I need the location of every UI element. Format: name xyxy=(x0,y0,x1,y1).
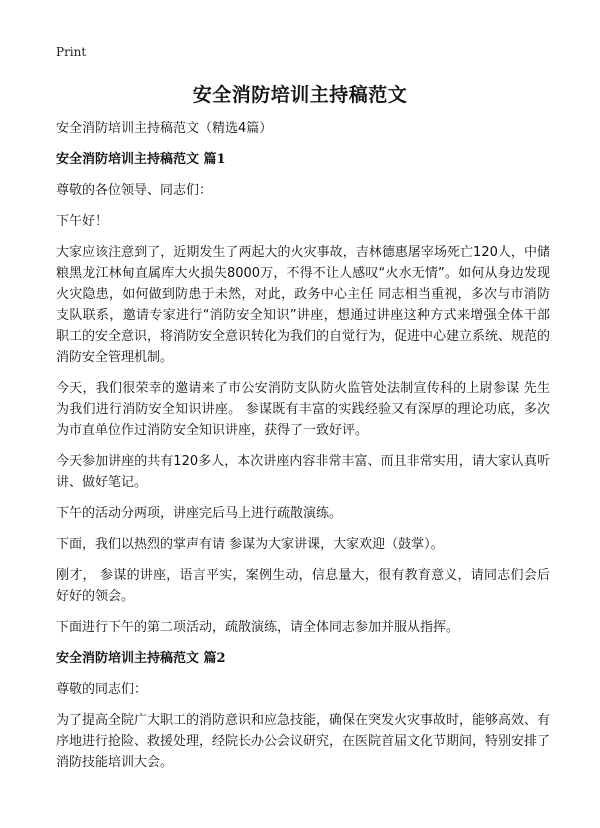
salutation: 尊敬的同志们： xyxy=(56,682,148,697)
document-subtitle: 安全消防培训主持稿范文（精选4篇） xyxy=(56,121,273,136)
paragraph: 为了提高全院广大职工的消防意识和应急技能，确保在突发火灾事故时，能够高效、有序地进行抢险、救援处理，经院长办公会议研究，在医院首届文化节期间，特别安排了消防技能培训大会。 xyxy=(56,713,551,770)
paragraph: 下午的活动分两项，讲座完后马上进行疏散演练。 xyxy=(56,506,343,521)
section-2 xyxy=(56,648,550,773)
greeting: 下午好！ xyxy=(56,214,109,229)
paragraph: 今天参加讲座的共有120多人，本次讲座内容非常丰富、而且非常实用，请大家认真听讲、做好笔记。 xyxy=(56,454,550,490)
paragraph: 下面进行下午的第二项活动，疏散演练，请全体同志参加并服从指挥。 xyxy=(56,620,460,635)
section-heading: 安全消防培训主持稿范文 篇2 xyxy=(56,651,226,666)
document-body xyxy=(56,118,550,783)
paragraph: 大家应该注意到了，近期发生了两起大的火灾事故，吉林德惠屠宰场死亡120人，中储粮黑龙江林甸直属库大火损失8000万，不得不让人感叹“火水无情”。如何从身边发现火灾隐患，如何做到防患于未然，对此，政务中心主任 同志相当重视，多次与市消防支队联系，邀请专家进行“消防安全知识”讲座，想通过讲座这种方式来增强全体干部职工的安全意识，将消防安全意识转化为我们的自觉行为，促进中心建立系统、规范的消防安全管理机制。 xyxy=(56,245,551,365)
paragraph: 今天，我们很荣幸的邀请来了市公安消防支队防火监管处法制宣传科的上尉参谋 先生为我们进行消防安全知识讲座。 参谋既有丰富的实践经验又有深厚的理论功底，多次为市直单位作过消防安全知识讲座，获得了一致好评。 xyxy=(56,381,550,438)
paragraph: 下面，我们以热烈的掌声有请 参谋为大家讲课，大家欢迎（鼓掌）。 xyxy=(56,537,444,552)
paragraph: 刚才， 参谋的讲座，语言平实，案例生动，信息量大，很有教育意义，请同志们会后好好的领会。 xyxy=(56,568,550,604)
section-1 xyxy=(56,149,550,638)
print-link[interactable]: Print xyxy=(56,45,87,59)
document-title: 安全消防培训主持稿范文 xyxy=(192,84,408,106)
salutation: 尊敬的各位领导、同志们： xyxy=(56,183,213,198)
section-heading: 安全消防培训主持稿范文 篇1 xyxy=(56,152,226,167)
